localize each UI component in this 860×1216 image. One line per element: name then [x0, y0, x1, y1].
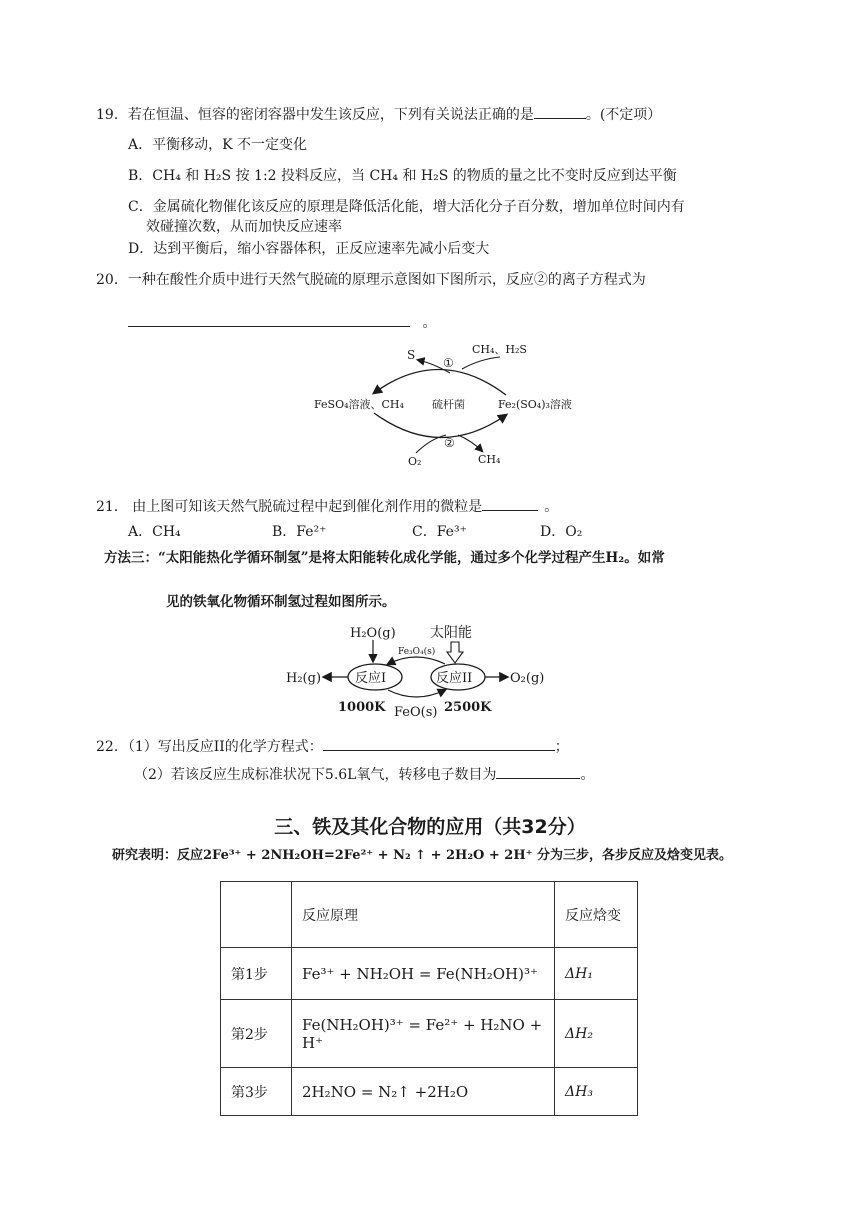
desulfurization-diagram — [300, 335, 600, 470]
iron-oxide-cycle-diagram — [280, 618, 550, 718]
ch4-h2s-branch — [462, 357, 500, 369]
q21-end: 。 — [544, 499, 559, 515]
q19-stem-text: 19．若在恒温、恒容的密闭容器中发生该反应，下列有关说法正确的是 — [96, 107, 534, 123]
method3-line2: 见的铁氧化物循环制氢过程如图所示。 — [166, 594, 396, 610]
q22-part1 — [96, 736, 569, 757]
bottom-arc-arrow — [374, 413, 506, 438]
table-header-cell: 反应焓变 — [555, 882, 638, 948]
q19-stem-tail: 。(不定项） — [585, 107, 662, 123]
label-solar: 太阳能 — [430, 625, 472, 641]
label-h2o: H₂O(g) — [350, 626, 396, 641]
q19-option-c-line2: 效碰撞次数，从而加快反应速率 — [146, 219, 342, 235]
q21-answer-blank[interactable] — [482, 496, 538, 511]
step-cell: 第3步 — [221, 1068, 292, 1116]
q21-stem — [96, 496, 558, 517]
q19-option-b: B．CH₄ 和 H₂S 按 1:2 投料反应，当 CH₄ 和 H₂S 的物质的量之比不变时反应到达平衡 — [128, 168, 677, 184]
q20-stem: 20．一种在酸性介质中进行天然气脱硫的原理示意图如下图所示，反应②的离子方程式为 — [96, 272, 646, 288]
q22-part1-end: ； — [554, 739, 569, 755]
q21-stem-text: 21． 由上图可知该天然气脱硫过程中起到催化剂作用的微粒是 — [96, 499, 483, 515]
label-reaction-1: 反应I — [355, 671, 387, 686]
equation-cell: 2H₂NO = N₂↑ +2H₂O — [292, 1068, 555, 1116]
label-s: S — [407, 348, 416, 362]
label-fe2so43: Fe₂(SO₄)₃溶液 — [498, 398, 572, 411]
label-reaction-2: 反应II — [436, 671, 473, 686]
top-arc-arrow — [374, 369, 506, 395]
table-row — [221, 1068, 638, 1116]
ch4-out-arrow — [458, 435, 482, 451]
q21-option-a: A．CH₄ — [128, 524, 181, 540]
q22-part2-end: 。 — [580, 767, 595, 783]
label-bacteria: 硫杆菌 — [432, 398, 465, 411]
q19-answer-blank[interactable] — [534, 104, 586, 119]
label-o2: O₂ — [408, 455, 422, 468]
q21-option-b: B．Fe²⁺ — [272, 524, 327, 540]
q19-option-c-line1: C．金属硫化物催化该反应的原理是降低活化能，增大活化分子百分数，增加单位时间内有 — [128, 199, 685, 215]
feo-arrow — [388, 690, 445, 697]
enthalpy-cell: ΔH₃ — [555, 1068, 638, 1116]
reaction-steps-table — [220, 881, 638, 1116]
label-ch4-out: CH₄ — [478, 453, 501, 466]
q20-answer-line — [128, 312, 436, 333]
section3-title: 三、铁及其化合物的应用（共32分） — [274, 816, 586, 838]
research-statement: 研究表明：反应2Fe³⁺ + 2NH₂OH=2Fe²⁺ + N₂ ↑ + 2H₂O + 2H⁺ 分为三步，各步反应及焓变见表。 — [112, 848, 733, 863]
enthalpy-cell: ΔH₁ — [555, 948, 638, 1000]
circle-2: ② — [444, 436, 455, 450]
q19-option-d: D．达到平衡后，缩小容器体积，正反应速率先减小后变大 — [128, 241, 490, 257]
equation-cell: Fe³⁺ + NH₂OH = Fe(NH₂OH)³⁺ — [292, 948, 555, 1000]
table-header-row — [221, 882, 638, 948]
q19-stem — [96, 104, 661, 125]
q22-part2 — [134, 764, 594, 785]
label-ch4-h2s: CH₄、H₂S — [472, 343, 527, 356]
step-cell: 第2步 — [221, 1000, 292, 1068]
label-o2: O₂(g) — [510, 671, 545, 686]
equation-cell: Fe(NH₂OH)³⁺ = Fe²⁺ + H₂NO + H⁺ — [292, 1000, 555, 1068]
q22-part2-blank[interactable] — [496, 764, 580, 779]
q22-part1-text: 22．（1）写出反应II的化学方程式： — [96, 739, 323, 755]
solar-energy-arrow — [447, 642, 463, 663]
method3-line1: 方法三：“太阳能热化学循环制氢”是将太阳能转化成化学能，通过多个化学过程产生H₂。如常 — [104, 550, 665, 566]
label-feo: FeO(s) — [394, 705, 438, 718]
q21-option-c: C．Fe³⁺ — [412, 524, 467, 540]
circle-1: ① — [443, 356, 454, 370]
q22-part2-text: （2）若该反应生成标准状况下5.6L氧气，转移电子数目为 — [134, 767, 497, 783]
enthalpy-cell: ΔH₂ — [555, 1000, 638, 1068]
fe3o4-arrow — [388, 657, 445, 664]
step-cell: 第1步 — [221, 948, 292, 1000]
table-header-cell: 反应原理 — [292, 882, 555, 948]
label-fe3o4: Fe₃O₄(s) — [398, 647, 436, 657]
label-2500k: 2500K — [444, 700, 492, 715]
label-h2: H₂(g) — [286, 671, 322, 686]
table-row — [221, 948, 638, 1000]
table-row — [221, 1000, 638, 1068]
q20-answer-blank[interactable] — [128, 312, 410, 327]
label-feso4: FeSO₄溶液、CH₄ — [314, 398, 404, 411]
table-header-cell — [221, 882, 292, 948]
q19-option-a: A．平衡移动，K 不一定变化 — [128, 137, 308, 153]
label-1000k: 1000K — [338, 700, 386, 715]
q20-end: 。 — [422, 315, 437, 331]
q22-part1-blank[interactable] — [323, 736, 555, 751]
q21-option-d: D．O₂ — [540, 524, 583, 540]
